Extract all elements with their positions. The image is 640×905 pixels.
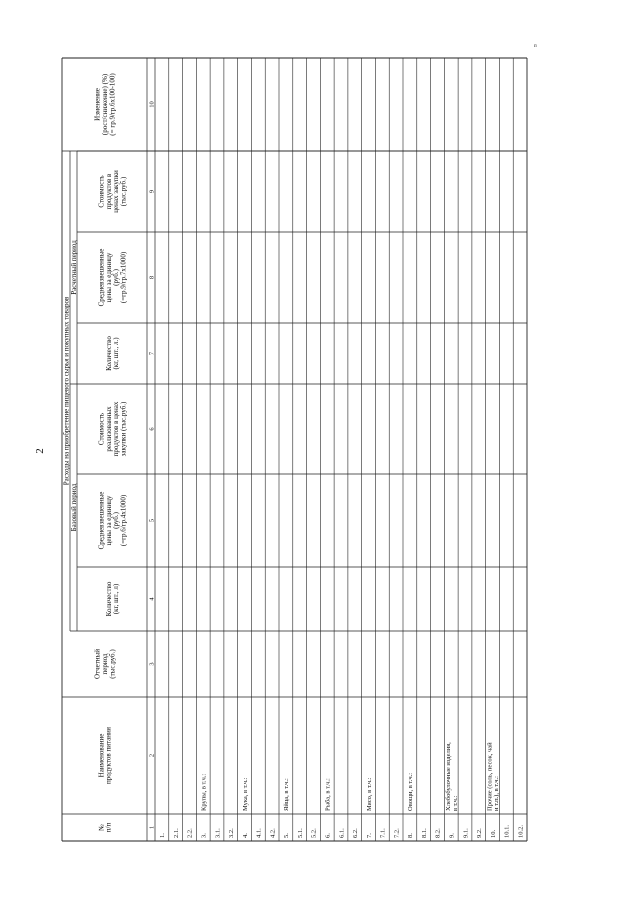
header-col6: Стоимостьреализованныхпродуктов в ценахзакупки (тыс.руб.) (97, 401, 128, 457)
column-number-8: 8 (148, 275, 156, 280)
header-col4: Количество(кг, шт., л) (104, 581, 121, 617)
row-num-4.1.: 4.1. (255, 828, 263, 838)
header-col8: Средневзвешенныецены за единицу(руб.)(=гр.9/гр.7х1000) (97, 248, 128, 307)
row-name-5.: Яйца, в т.ч.: (283, 778, 291, 811)
column-number-10: 10 (148, 101, 156, 108)
row-num-2.1.: 2.1. (172, 828, 180, 838)
page-number: 2 (33, 448, 46, 454)
row-num-1.: 1. (159, 833, 167, 838)
row-num-4.: 4. (241, 833, 249, 838)
row-name-3.: Крупы, в т.ч.: (200, 773, 208, 811)
row-name-6.: Рыба, в т.ч.: (324, 778, 332, 811)
column-number-4: 4 (148, 597, 156, 601)
column-number-7: 7 (148, 351, 156, 356)
column-number-2: 2 (148, 753, 156, 758)
row-num-5.2.: 5.2. (310, 828, 318, 838)
header-calc-period: Расчетный период (69, 240, 78, 295)
row-name-8.: Овощи, в т.ч.: (407, 772, 415, 811)
row-num-9.1.: 9.1. (462, 828, 470, 838)
row-num-9.: 9. (448, 833, 456, 838)
column-number-5: 5 (148, 518, 156, 523)
row-num-6.2.: 6.2. (352, 828, 360, 838)
row-num-7.: 7. (365, 833, 373, 838)
row-num-6.1.: 6.1. (338, 828, 346, 838)
row-num-8.1.: 8.1. (420, 828, 428, 838)
header-col9: Стоимостьпродуктов вценах закупки(тыс.руб.) (97, 170, 128, 213)
header-base-period: Базовый период (69, 483, 78, 532)
row-num-6.: 6. (324, 833, 332, 838)
column-number-1: 1 (148, 825, 156, 830)
row-num-7.2.: 7.2. (393, 828, 401, 838)
row-num-4.2.: 4.2. (269, 828, 277, 838)
row-num-3.: 3. (200, 833, 208, 838)
row-num-3.2.: 3.2. (228, 828, 236, 838)
header-num: №п/п (97, 822, 113, 833)
row-num-7.1.: 7.1. (379, 828, 387, 838)
row-num-5.1.: 5.1. (296, 828, 304, 838)
row-num-10.: 10. (489, 829, 497, 838)
row-num-3.1.: 3.1. (214, 828, 222, 838)
row-name-10.: Прочие (соль, песок, чайи т.п.), в т.ч.: (486, 742, 501, 811)
row-name-7.: Мясо, в т.ч.: (365, 777, 373, 811)
column-number-9: 9 (148, 189, 156, 194)
row-num-10.1.: 10.1. (503, 825, 511, 838)
header-name: Наименованиепродуктов питания (97, 727, 113, 784)
header-col7: Количество(кг, шт., л.) (104, 336, 121, 371)
row-name-9.: Хлебобулочные изделия,в т.ч.: (445, 742, 459, 811)
header-col10: Изменение(рост/снижение) (%)(= гр.9/гр.6х100-100) (93, 73, 117, 136)
header-reporting: Отчетныйпериод(тыс.руб.) (93, 649, 117, 679)
column-number-6: 6 (148, 427, 156, 431)
table-graphics (62, 58, 527, 841)
column-number-3: 3 (148, 662, 156, 666)
corner-mark: п (534, 44, 537, 49)
header-group-title: Расходы на приобретение пищевого сырья и покупных товаров (62, 296, 71, 486)
row-num-8.: 8. (407, 833, 415, 838)
row-name-4.: Мука, в т.ч.: (241, 777, 249, 811)
row-num-8.2.: 8.2. (434, 828, 442, 838)
row-num-10.2.: 10.2. (517, 825, 525, 838)
row-num-5.: 5. (283, 833, 291, 838)
row-num-9.2.: 9.2. (476, 828, 484, 838)
header-col5: Средневзвешенныецены за единицу(руб.)(=гр.6/гр.4х1000) (97, 491, 128, 550)
row-num-2.2.: 2.2. (186, 828, 194, 838)
